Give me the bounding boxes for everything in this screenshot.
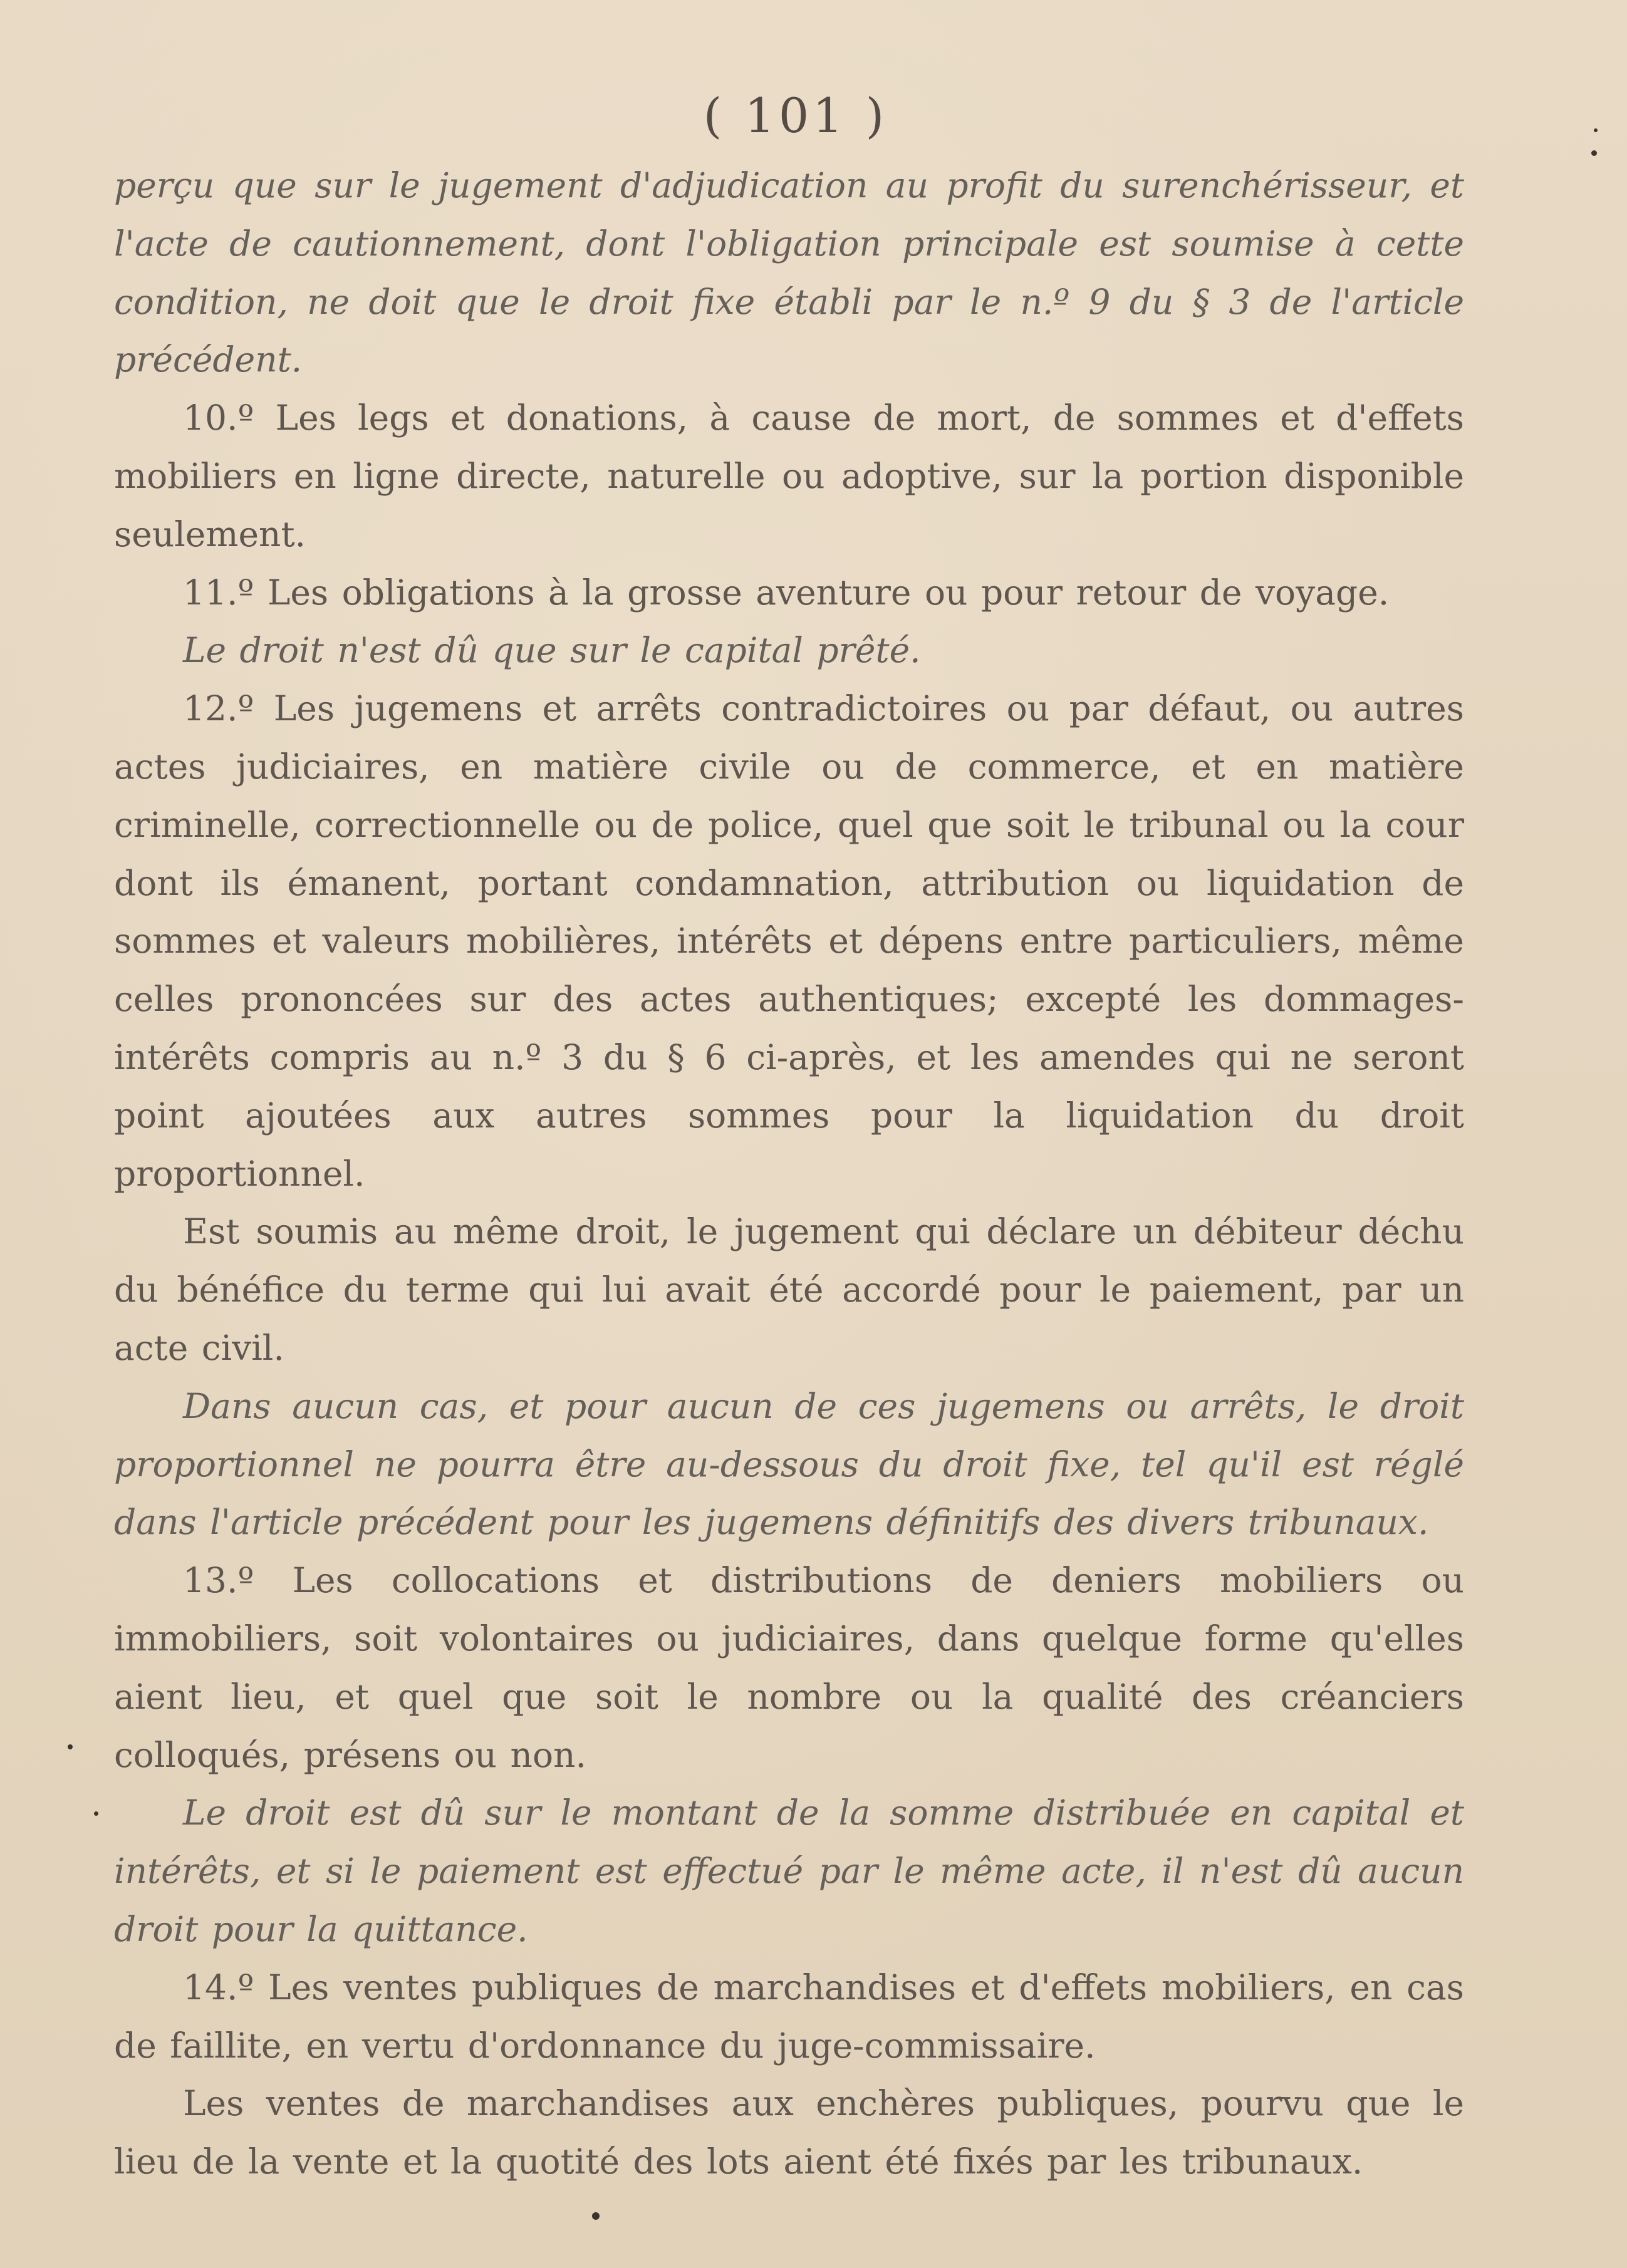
paragraph-item-10: 10.º Les legs et donations, à cause de mort, de sommes et d'effets mobiliers en ligne directe, naturelle ou adoptive, sur la portion disponible seulement. [114, 398, 1464, 554]
paragraph-item-13-note: Le droit est dû sur le montant de la somme distribuée en capital et intérêts, et si le paiement est effectué par le même acte, il n'est dû aucun droit pour la quittance. [114, 1793, 1464, 1949]
paragraph-item-9-continuation: perçu que sur le jugement d'adjudication au profit du surenchérisseur, et l'acte de cautionnement, dont l'obligation principale est soumise à cette condition, ne doit que le droit fixe établi par le n.º 9 du § 3 de l'article précédent. [114, 165, 1464, 380]
page-number: ( 101 ) [703, 88, 888, 143]
paper-speck [94, 1811, 98, 1816]
paragraph-item-11: 11.º Les obligations à la grosse aventure ou pour retour de voyage. [183, 572, 1390, 613]
paragraph-item-12-second: Est soumis au même droit, le jugement qui déclare un débiteur déchu du bénéfice du terme qui lui avait été accordé pour le paiement, par un acte civil. [114, 1211, 1464, 1368]
body-text [114, 157, 1464, 2191]
paper-speck [68, 1744, 73, 1749]
paragraph-item-13: 13.º Les collocations et distributions de deniers mobiliers ou immobiliers, soit volontaires ou judiciaires, dans quelque forme qu'elles aient lieu, et quel que soit le nombre ou la qualité des créanciers colloqués, présens ou non. [114, 1560, 1464, 1775]
paper-speck [592, 2212, 600, 2220]
paper-speck [1594, 128, 1598, 132]
paragraph-item-12-note: Dans aucun cas, et pour aucun de ces jugemens ou arrêts, le droit proportionnel ne pourra être au-dessous du droit fixe, tel qu'il est réglé dans l'article précédent pour les jugemens définitifs des divers tribunaux. [114, 1385, 1464, 1543]
paragraph-item-14: 14.º Les ventes publiques de marchandises et d'effets mobiliers, en cas de faillite, en vertu d'ordonnance du juge-commissaire. [114, 1967, 1464, 2066]
paragraph-item-11-note: Le droit n'est dû que sur le capital prêté. [183, 630, 921, 671]
paper-speck [1591, 150, 1597, 156]
paragraph-item-14-second: Les ventes de marchandises aux enchères publiques, pourvu que le lieu de la vente et la quotité des lots aient été fixés par les tribunaux. [114, 2083, 1464, 2182]
paragraph-item-12: 12.º Les jugemens et arrêts contradictoires ou par défaut, ou autres actes judiciaires, en matière civile ou de commerce, et en matière criminelle, correctionnelle ou de police, quel que soit le tribunal ou la cour dont ils émanent, portant condamnation, attribution ou liquidation de sommes et valeurs mobilières, intérêts et dépens entre particuliers, même celles prononcées sur des actes authentiques; excepté les dommages-intérêts compris au n.º 3 du § 6 ci-après, et les amendes qui ne seront point ajoutées aux autres sommes pour la liquidation du droit proportionnel. [114, 688, 1464, 1194]
